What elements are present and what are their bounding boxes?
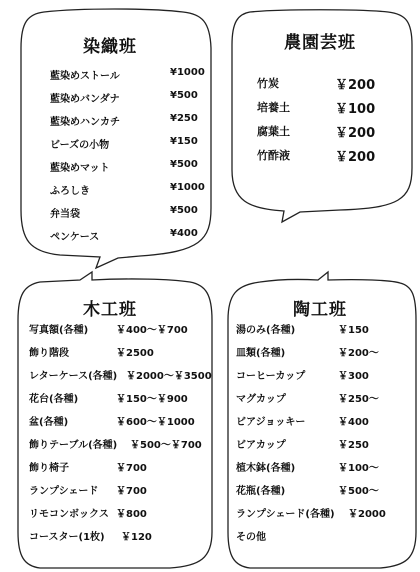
woodwork-panel [0, 270, 220, 572]
item-price: ￥100～ [338, 463, 379, 474]
item-name: 藍染めバンダナ [50, 94, 120, 105]
item-price: ￥250～ [338, 394, 379, 405]
item-name: マグカップ [236, 394, 286, 405]
item-name: 湯のみ(各種) [236, 325, 296, 336]
item-name: ペンケース [50, 232, 100, 243]
horticulture-title: 農園芸班 [284, 33, 356, 53]
item-name: リモコンボックス [29, 509, 109, 520]
item-price: ¥500 [170, 205, 198, 216]
item-price: ￥100 [335, 102, 376, 117]
item-price: ￥150 [338, 325, 369, 336]
item-price: ￥700 [116, 486, 147, 497]
item-name: コーヒーカップ [236, 371, 306, 382]
dyeing-item-list [50, 67, 205, 247]
pottery-item-list [236, 321, 416, 541]
item-price: ￥200 [335, 150, 376, 165]
item-name: 皿類(各種) [236, 348, 286, 359]
item-price: ￥200 [335, 126, 376, 141]
item-name: ビーズの小物 [50, 140, 110, 151]
item-name: 飾り階段 [29, 348, 69, 359]
item-price: ￥2000 [348, 509, 386, 520]
item-name: 植木鉢(各種) [236, 463, 296, 474]
dyeing-panel [0, 0, 220, 275]
item-name: 藍染めマット [50, 163, 110, 174]
woodwork-title: 木工班 [83, 300, 137, 320]
item-name: 竹炭 [257, 77, 279, 90]
item-name: 藍染めストール [50, 71, 120, 82]
item-name: ビアカップ [236, 440, 286, 451]
item-price: ￥200 [335, 78, 376, 93]
item-price: ￥2000～￥3500 [126, 371, 212, 382]
item-price: ￥2500 [116, 348, 154, 359]
item-name: 飾りテーブル(各種) [29, 440, 118, 451]
item-name: 培養土 [257, 101, 290, 114]
item-price: ￥500～ [338, 486, 379, 497]
item-name: その他 [236, 532, 266, 543]
item-price: ¥1000 [170, 67, 205, 78]
item-price: ¥150 [170, 136, 198, 147]
item-price: ￥700 [116, 463, 147, 474]
item-price: ￥600～￥1000 [116, 417, 195, 428]
item-price: ￥150～￥900 [116, 394, 188, 405]
item-price: ￥250 [338, 440, 369, 451]
item-name: 飾り椅子 [29, 463, 69, 474]
item-price: ￥800 [116, 509, 147, 520]
item-price: ¥1000 [170, 182, 205, 193]
item-name: 盆(各種) [29, 417, 69, 428]
item-price: ¥400 [170, 228, 198, 239]
item-name: 花瓶(各種) [236, 486, 286, 497]
item-price: ¥500 [170, 90, 198, 101]
item-name: コースター(1枚) [29, 532, 105, 543]
dyeing-title: 染織班 [83, 37, 137, 57]
item-name: 写真額(各種) [29, 325, 89, 336]
item-name: レターケース(各種) [29, 371, 118, 382]
item-name: ランプシェード(各種) [236, 509, 335, 520]
woodwork-item-list [29, 321, 214, 541]
item-name: 腐葉土 [257, 125, 290, 138]
item-price: ￥500～￥700 [130, 440, 202, 451]
item-price: ￥400 [338, 417, 369, 428]
item-price: ￥120 [121, 532, 152, 543]
item-price: ￥200～ [338, 348, 379, 359]
item-price: ￥400～￥700 [116, 325, 188, 336]
item-name: ビアジョッキー [236, 417, 306, 428]
pottery-panel [220, 270, 420, 572]
item-name: 竹酢液 [257, 149, 290, 162]
item-name: ランプシェード [29, 486, 99, 497]
horticulture-item-list [257, 75, 407, 165]
item-name: 弁当袋 [50, 209, 80, 220]
item-price: ¥500 [170, 159, 198, 170]
horticulture-panel [220, 0, 420, 230]
pottery-title: 陶工班 [293, 300, 347, 320]
item-price: ¥250 [170, 113, 198, 124]
item-name: ふろしき [50, 186, 90, 197]
item-price: ￥300 [338, 371, 369, 382]
item-name: 藍染めハンカチ [50, 117, 120, 128]
item-name: 花台(各種) [29, 394, 79, 405]
